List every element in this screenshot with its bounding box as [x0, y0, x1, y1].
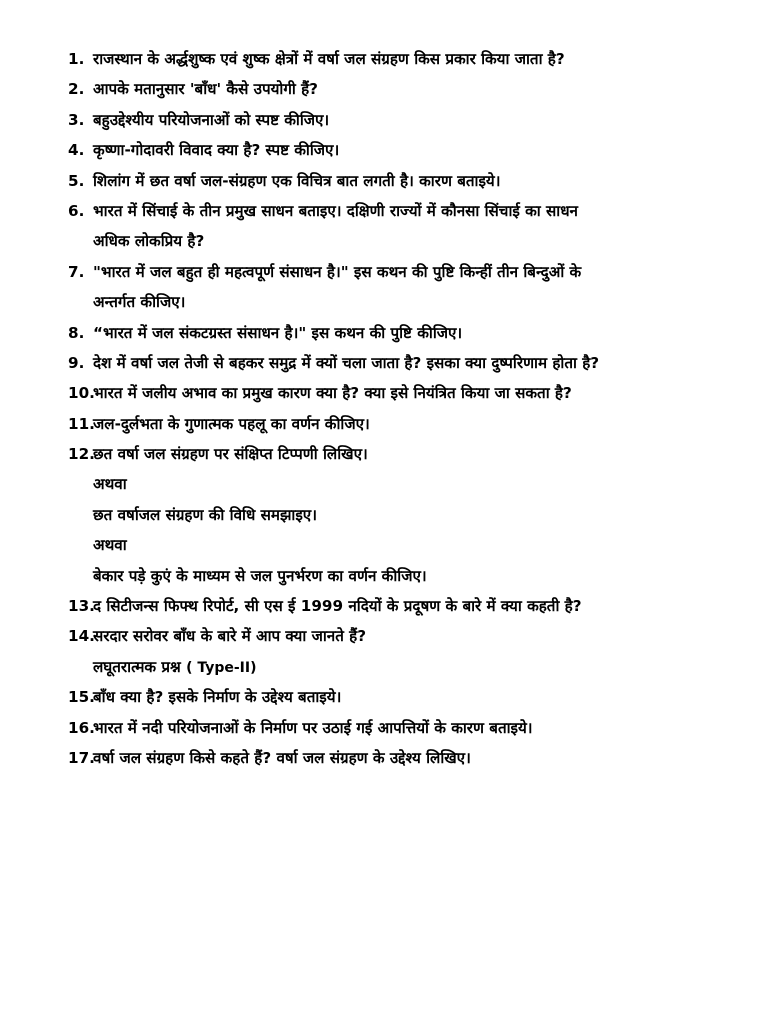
question-text-line-1: भारत में सिंचाई के तीन प्रमुख साधन बताइए। दक्षिणी राज्यों में कौनसा सिंचाई का साधन: [93, 201, 578, 220]
question-list: [0, 44, 768, 773]
section-heading-label: लघूतरात्मक प्रश्न: [93, 657, 181, 676]
question-text-line-1: "भारत में जल बहुत ही महत्वपूर्ण संसाधन है।" इस कथन की पुष्टि किन्हीं तीन बिन्दुओं के: [93, 262, 582, 281]
question-text: भारत में जलीय अभाव का प्रमुख कारण क्या है? क्या इसे नियंत्रित किया जा सकता है?: [93, 384, 572, 403]
question-number: 10.: [68, 384, 95, 403]
or-separator-2: [0, 530, 768, 560]
question-text: देश में वर्षा जल तेजी से बहकर समुद्र में क्यों चला जाता है? इसका क्या दुष्परिणाम होता है?: [93, 353, 600, 372]
question-number: 1.: [68, 50, 85, 68]
question-7-continued: [0, 287, 768, 317]
section-type-label: ( Type-II): [186, 659, 257, 676]
question-text: सरदार सरोवर बाँध के बारे में आप क्या जानते हैं?: [93, 627, 367, 646]
question-text: “भारत में जल संकटग्रस्त संसाधन है।" इस कथन की पुष्टि कीजिए।: [93, 323, 463, 342]
question-text-line-2: अन्तर्गत कीजिए।: [93, 293, 186, 312]
question-8: [0, 318, 768, 348]
question-text: द सिटीजन्स फिफ्थ रिपोर्ट, सी एस ई 1999 नदियों के प्रदूषण के बारे में क्या कहती है?: [93, 597, 582, 616]
question-text: छत वर्षाजल संग्रहण की विधि समझाइए।: [93, 505, 317, 524]
question-15: [0, 682, 768, 712]
question-number: 2.: [68, 80, 85, 99]
question-number: 15.: [68, 688, 95, 707]
question-9: [0, 348, 768, 378]
or-label: अथवा: [93, 536, 127, 555]
question-7: [0, 257, 768, 287]
question-17: [0, 743, 768, 773]
question-number: 8.: [68, 323, 85, 342]
question-16: [0, 713, 768, 743]
question-number: 9.: [68, 353, 85, 372]
question-text: राजस्थान के अर्द्धशुष्क एवं शुष्क क्षेत्रों में वर्षा जल संग्रहण किस प्रकार किया जाता है?: [93, 50, 565, 68]
question-2: [0, 74, 768, 104]
question-text: बाँध क्या है? इसके निर्माण के उद्देश्य बताइये।: [93, 688, 342, 707]
question-12-alternative-2: [0, 561, 768, 591]
question-12-alternative-1: [0, 500, 768, 530]
question-text: वर्षा जल संग्रहण किसे कहते हैं? वर्षा जल संग्रहण के उद्देश्य लिखिए।: [93, 748, 471, 767]
question-12: [0, 439, 768, 469]
or-separator-1: [0, 469, 768, 499]
question-11: [0, 409, 768, 439]
or-label: अथवा: [93, 475, 127, 494]
section-heading-text: [93, 652, 744, 682]
question-10: [0, 378, 768, 408]
section-heading: [0, 652, 768, 682]
question-4: [0, 135, 768, 165]
question-6-continued: [0, 226, 768, 256]
question-number: 7.: [68, 262, 85, 281]
question-14: [0, 621, 768, 651]
question-number: 17.: [68, 748, 95, 767]
question-5: [0, 166, 768, 196]
question-number: 12.: [68, 445, 95, 464]
question-number: 4.: [68, 141, 85, 160]
question-text: कृष्णा-गोदावरी विवाद क्या है? स्पष्ट कीजिए।: [93, 141, 340, 160]
question-number: 16.: [68, 718, 95, 737]
question-text: बेकार पड़े कुएं के माध्यम से जल पुनर्भरण का वर्णन कीजिए।: [93, 566, 427, 585]
question-13: [0, 591, 768, 621]
question-number: 14.: [68, 627, 95, 646]
question-text: शिलांग में छत वर्षा जल-संग्रहण एक विचित्र बात लगती है। कारण बताइये।: [93, 171, 501, 190]
question-6: [0, 196, 768, 226]
question-text-line-2: अधिक लोकप्रिय है?: [93, 232, 205, 251]
question-text: छत वर्षा जल संग्रहण पर संक्षिप्त टिप्पणी लिखिए।: [93, 445, 368, 464]
question-text: भारत में नदी परियोजनाओं के निर्माण पर उठाई गई आपत्तियों के कारण बताइये।: [93, 718, 533, 737]
question-text: बहुउद्देश्यीय परियोजनाओं को स्पष्ट कीजिए।: [93, 110, 330, 129]
question-text: जल-दुर्लभता के गुणात्मक पहलू का वर्णन कीजिए।: [93, 414, 370, 433]
question-number: 6.: [68, 201, 85, 220]
question-number: 5.: [68, 171, 85, 190]
question-1: [0, 44, 768, 74]
question-number: 11.: [68, 414, 95, 433]
question-text: आपके मतानुसार 'बाँध' कैसे उपयोगी हैं?: [93, 80, 318, 99]
question-number: 3.: [68, 110, 85, 129]
question-3: [0, 105, 768, 135]
question-number: 13.: [68, 597, 95, 616]
